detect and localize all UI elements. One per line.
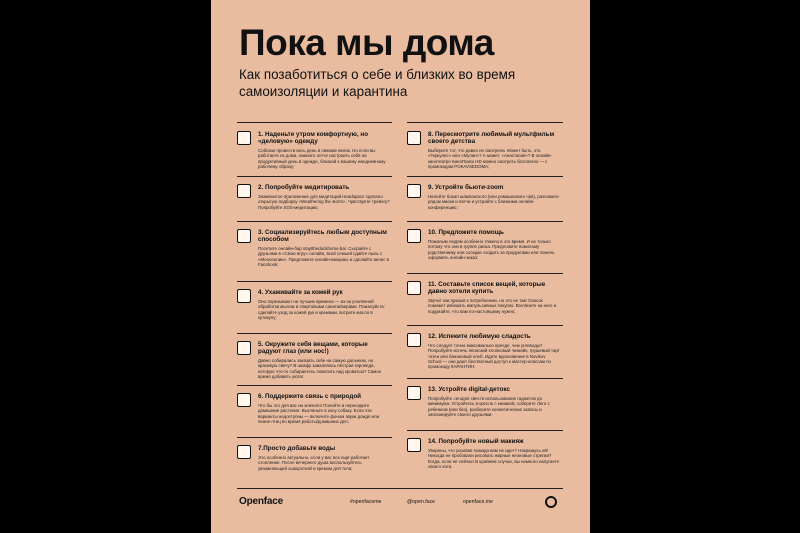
footer-site-link[interactable]: openface.me [463,499,493,505]
item-heading: 7.Просто добавьте воды [258,445,336,452]
divider [237,385,392,386]
item-body: Давно собирались заказать себе на самую дальнюю, но красивую свечу? В шкафу завалялась пёстрая гирлянда, которую что-то собираетесь повесить над кроватью? Самое время добавить уюта! [258,358,382,379]
divider [237,221,392,222]
checkbox[interactable] [407,229,421,243]
footer-hashtag[interactable]: #openfaceme [350,499,382,505]
item-heading: 5. Окружите себя вещами, которые радуют глаз (или нос!) [258,341,368,356]
item-heading: 4. Ухаживайте за кожей рук [258,289,343,296]
item-body: Уверены, что розовая помада вам не идет? Накрашусь ей! Никогда не пробовали рисовать жирные неоновые стрелки? Когда, если не сейчас! В крайнем случае, вы немного напугаете своего кота. [428,448,560,469]
checkbox[interactable] [237,229,251,243]
item-body: Пожилым людям особенно тяжело в это время. И не только потому что они в группе риска. Предложите пожилому родственнику или соседке сходить за продуктами или помочь оформить онлайн-заказ; [428,239,555,260]
item-heading: 12. Испеките любимую сладость [428,333,531,340]
item-heading: 2. Попробуйте медитировать [258,184,350,191]
item-body: Что бы это для вас ни значило! Полейте и пересадите домашние растения. Выгляньте в окну собаку. Если эти варианты недоступны — включите фоном звуки дождя или пение птиц во время работы/домашних дел; [258,403,380,424]
footer-divider [237,488,563,489]
checkbox[interactable] [237,131,251,145]
item-body: Попробуйте сегодня свести использование гаджетов до минимума. Устройтесь в кресле с книжкой, соберите Лего с ребенком (или без), разберите косметические запасы и запланируйте своего друзьями; [428,396,550,417]
item-heading: 10. Предложите помощь [428,229,504,236]
divider [407,378,563,379]
item-body: Звучит как призыв к потреблению, но это не так! Список поможет избежать импульсивных покупок. Взгляните на него и подумайте, что вам по-настоящему нужно; [428,298,557,314]
checkbox[interactable] [407,333,421,347]
item-body: Что следует точно максимально пречде, чем углеводы? Попробуйте испечь японский хлопковый чизкейк, грушевый тарт татен или банановый хлеб. Идите вдохновение в Novikov School — они дают бесплатный доступ к мастер-классам по промокоду КАРАНТИН; [428,343,560,370]
checkbox[interactable] [407,281,421,295]
item-heading: 6. Поддержите связь с природой [258,393,362,400]
divider [237,176,392,177]
divider [237,281,392,282]
divider [407,221,563,222]
item-body: Выберите тот, что давно не смотрели. Может быть, это «Геркулес» или «Мулан»? А может, «Анастасия»? В онлайн-кинотеатре КиноПоиск HD можно смотреть бесплатно — с промокодом POKAVSEDOMA; [428,148,552,169]
checkbox[interactable] [237,289,251,303]
item-heading: 9. Устройте бьюти-zoom [428,184,504,191]
item-body: Оно порезывают не лучшие времена — из-за усилённой обработки мылом и спиртовыми санитайзерами. Пожалуйста: сделайте уход за кожей рук и кремами, вотрите масло в кутикулу; [258,299,385,320]
item-body: Налейте бокал шампанского (или ромашкового чая), разложите рядом маски и патчи и устройте с близкими онлайн-конференцию; [428,194,559,210]
checkbox[interactable] [237,393,251,407]
checkbox[interactable] [407,131,421,145]
divider [237,333,392,334]
item-body: Знаменитое приложение для медитаций Headspace сделало открытую подборку «Weathering the storm». Чувствуете тревогу? Попробуйте SOS-медитацию; [258,194,390,210]
page-title: Пока мы дома [239,22,494,63]
poster [211,0,590,533]
checkbox[interactable] [407,438,421,452]
item-body: Это особенно актуально, если у вас все ещё работает отопление. После вечернего душа воспользуйтесь увлажняющей сывороткой и кремом для тела; [258,455,370,471]
brand-logo-text: Openface [239,496,283,507]
item-heading: 3. Социализируйтесь любым доступным способом [258,229,387,244]
divider [407,273,563,274]
item-body: Соблазн провести весь день в пижаме велик. Но если вы работаете из дома, намного легче настроить себя на продуктивный день в одежде, близкой к вашему ежедневному рабочему образу; [258,148,386,169]
checkbox[interactable] [237,341,251,355]
checkbox[interactable] [407,184,421,198]
divider [407,325,563,326]
divider [407,176,563,177]
checkbox[interactable] [407,386,421,400]
checkbox[interactable] [237,184,251,198]
checkbox[interactable] [237,445,251,459]
divider [237,437,392,438]
item-heading: 11. Составьте список вещей, которые давно хотели купить [428,281,546,296]
openface-circle-icon [545,496,557,508]
divider [407,122,563,123]
item-heading: 8. Пересмотрите любимый мультфильм своего детства [428,131,555,146]
item-heading: 1. Наденьте утром комфортную, но «деловую» одежду [258,131,369,146]
item-body: Посетите онлайн-бар stayttheduckhome.bar. Сыграйте с друзьями в «Свою игру» онлайн, всей семьей сдайте пыль с «Монополии». Предложите онлайн-вакцины и сделайте анонс в Facebook; [258,246,389,267]
footer-handle[interactable]: @open.face [407,499,436,505]
item-heading: 14. Попробуйте новый макияж [428,438,524,445]
divider [237,122,392,123]
divider [407,430,563,431]
page-subtitle: Как позаботиться о себе и близких во время самоизоляции и карантина [239,67,516,99]
item-heading: 13. Устройте digital-детокс [428,386,510,393]
